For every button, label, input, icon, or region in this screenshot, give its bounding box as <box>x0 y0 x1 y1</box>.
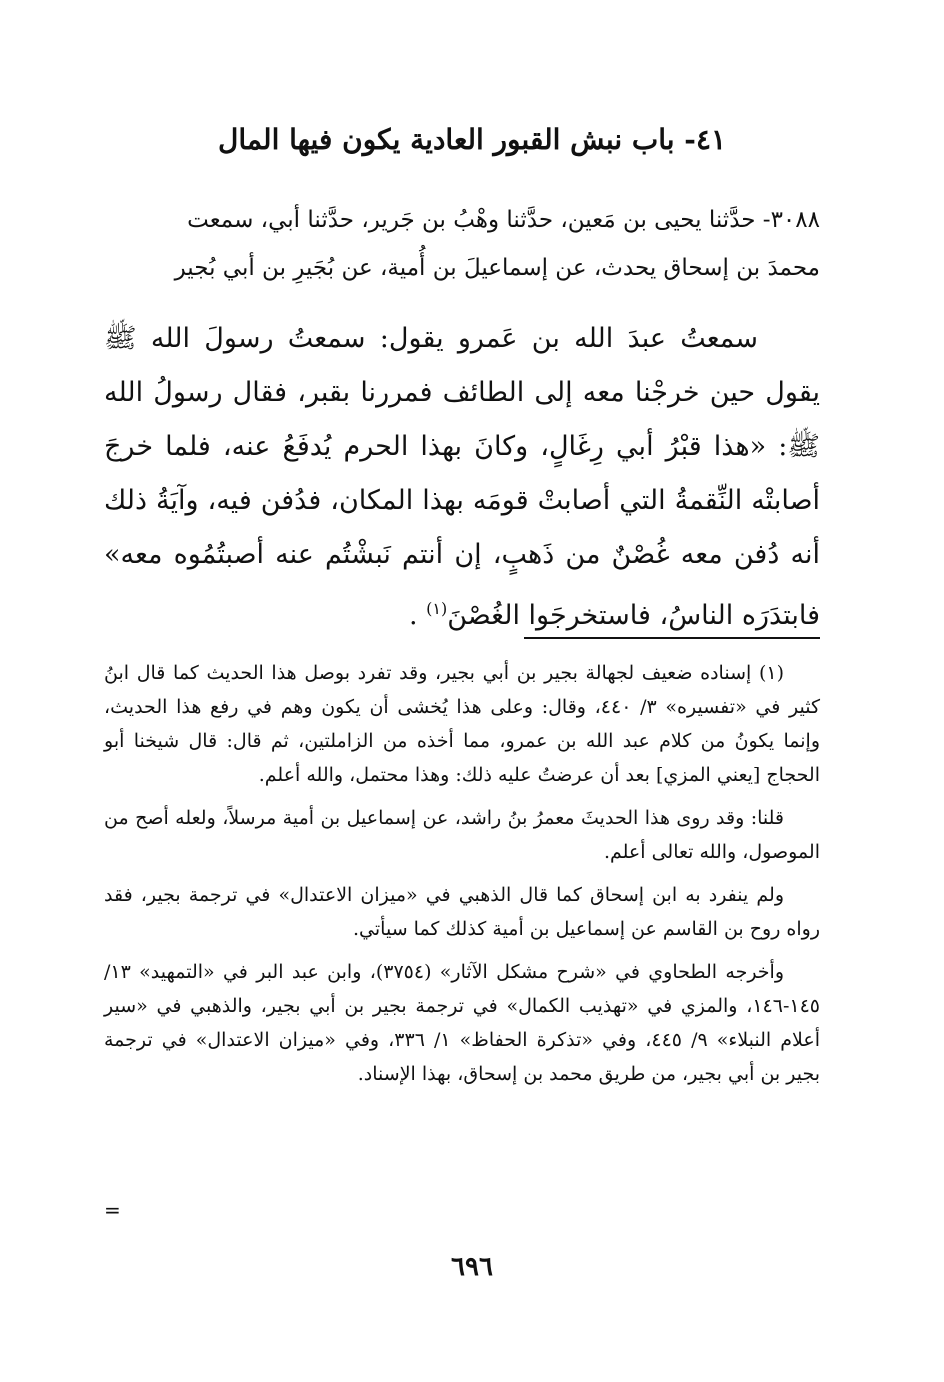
footnotes <box>104 656 820 1100</box>
footnote-paragraph-4: وأخرجه الطحاوي في «شرح مشكل الآثار» (٣٧٥٤)، وابن عبد البر في «التمهيد» ١٣/ ١٤٥-١٤٦، والمزي في «تهذيب الكمال» في ترجمة بجير بن أبي بجير، والذهبي في «سير أعلام النبلاء» ٩/ ٤٤٥، وفي «تذكرة الحفاظ» ١/ ٣٣٦، وفي «ميزان الاعتدال» في ترجمة بجير بن أبي بجير، من طريق محمد بن إسحاق، بهذا الإسناد. <box>104 961 820 1085</box>
matn-paragraph <box>104 312 820 643</box>
isnad-line-2: محمدَ بن إسحاق يحدث، عن إسماعيلَ بن أُمية، عن بُجَيرِ بن أبي بُجير <box>174 255 820 281</box>
footnote-paragraph-1: (١) إسناده ضعيف لجهالة بجير بن أبي بجير، وقد تفرد بوصل هذا الحديث كما قال ابنُ كثير في «تفسيره» ٣/ ٤٤٠، وقال: وعلى هذا يُخشى أن يكون وهم في رفع هذا الحديث، وإنما يكونُ من كلام عبد الله بن عمرو، مما أخذه من الزاملتين، ثم قال: قال شيخنا أبو الحجاج [يعني المزي] بعد أن عرضتُ عليه ذلك: وهذا محتمل، والله أعلم. <box>104 662 820 786</box>
continuation-mark: = <box>104 1198 121 1222</box>
hadith-isnad <box>104 196 820 292</box>
chapter-title: ٤١- باب نبش القبور العادية يكون فيها المال <box>217 123 727 156</box>
matn-end: . <box>408 600 418 631</box>
footnote-reference: (١) <box>426 599 448 618</box>
footnote-paragraph-3: ولم ينفرد به ابن إسحاق كما قال الذهبي في «ميزان الاعتدال» في ترجمة بجير، فقد رواه روح بن القاسم عن إسماعيل بن أمية كذلك كما سيأتي. <box>104 884 820 940</box>
matn-text: سمعتُ عبدَ الله بن عَمرو يقول: سمعتُ رسولَ الله ﷺ يقول حين خرجْنا معه إلى الطائف فمررنا بقبر، فقال رسولُ الله ﷺ: «هذا قبْرُ أبي رِغَالٍ، وكانَ بهذا الحرم يُدفَعُ عنه، فلما خرجَ أصابتْه النِّقمةُ التي أصابتْ قومَه بهذا المكان، فدُفن فيه، وآيَةُ ذلك أنه دُفن معه غُصْنٌ من ذَهبٍ، إن أنتم نَبشْتُم عنه أصبتُمُوه معه» فابتدَرَه الناسُ، فاستخرجَوا الغُصْنَ <box>104 323 820 631</box>
isnad-line-1: ٣٠٨٨- حدَّثنا يحيى بن مَعين، حدَّثنا وهْبُ بن جَرير، حدَّثنا أبي، سمعت <box>187 207 820 233</box>
footnote-paragraph-2: قلنا: وقد روى هذا الحديثَ معمرُ بنُ راشد، عن إسماعيل بن أمية مرسلاً، ولعله أصح من الموصول، والله تعالى أعلم. <box>104 807 820 863</box>
footnote-divider <box>524 637 820 639</box>
page-number: ٦٩٦ <box>451 1252 493 1282</box>
hadith-matn <box>104 312 820 643</box>
